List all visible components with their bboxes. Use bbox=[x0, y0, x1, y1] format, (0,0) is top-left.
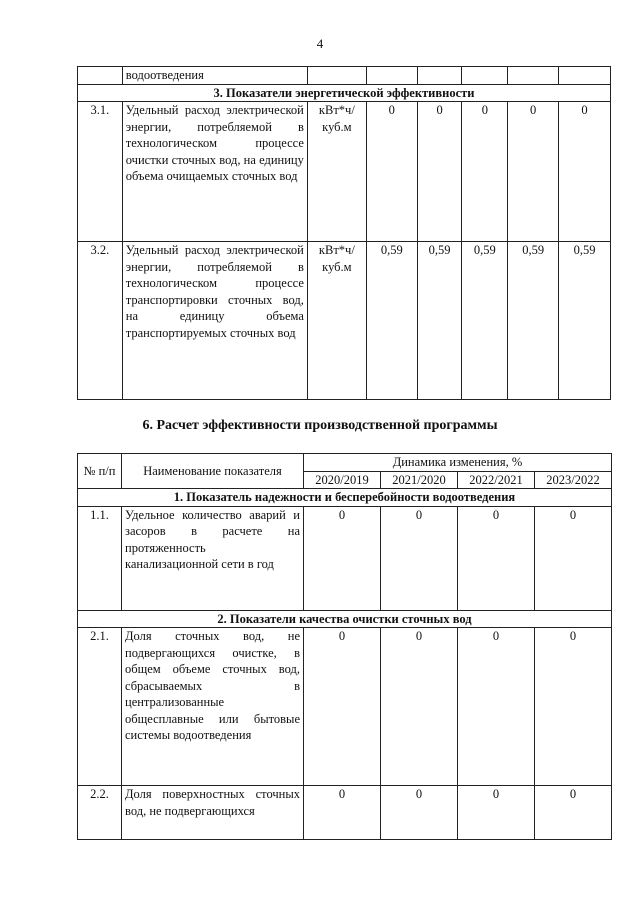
header-row bbox=[78, 454, 612, 472]
table-row bbox=[78, 506, 612, 610]
section-title: 3. Показатели энергетической эффективности bbox=[78, 84, 611, 102]
value-cell: 0 bbox=[417, 102, 462, 242]
header-num: № п/п bbox=[78, 454, 122, 489]
section-row bbox=[78, 84, 611, 102]
value-cell: 0 bbox=[559, 102, 611, 242]
row-number: 3.1. bbox=[78, 102, 123, 242]
header-year: 2022/2021 bbox=[458, 471, 535, 489]
value-cell: 0,59 bbox=[559, 242, 611, 400]
value-cell: 0 bbox=[535, 628, 612, 786]
value-cell: 0,59 bbox=[417, 242, 462, 400]
value-cell: 0 bbox=[304, 786, 381, 840]
indicator-name: Удельное количество аварий и засоров в расчете на протяженность канализационной сети в год bbox=[122, 506, 304, 610]
section-heading: 6. Расчет эффективности производственной программы bbox=[142, 418, 498, 433]
row-number: 1.1. bbox=[78, 506, 122, 610]
value-cell: 0 bbox=[535, 786, 612, 840]
section-title: 2. Показатели качества очистки сточных вод bbox=[78, 610, 612, 628]
header-year: 2021/2020 bbox=[381, 471, 458, 489]
row-number: 3.2. bbox=[78, 242, 123, 400]
value-cell: 0 bbox=[304, 628, 381, 786]
value-cell: 0 bbox=[508, 102, 559, 242]
unit-cell: кВт*ч/ куб.м bbox=[307, 102, 366, 242]
value-cell: 0,59 bbox=[462, 242, 508, 400]
header-name: Наименование показателя bbox=[122, 454, 304, 489]
value-cell: 0,59 bbox=[508, 242, 559, 400]
value-cell: 0 bbox=[381, 628, 458, 786]
value-cell: 0 bbox=[304, 506, 381, 610]
table-row bbox=[78, 786, 612, 840]
header-year: 2023/2022 bbox=[535, 471, 612, 489]
value-cell: 0 bbox=[366, 102, 417, 242]
header-year: 2020/2019 bbox=[304, 471, 381, 489]
row-number: 2.1. bbox=[78, 628, 122, 786]
section-row bbox=[78, 489, 612, 507]
indicator-name: Доля поверхностных сточных вод, не подвергающихся bbox=[122, 786, 304, 840]
table-row bbox=[78, 102, 611, 242]
value-cell: 0 bbox=[458, 786, 535, 840]
indicator-name: Доля сточных вод, не подвергающихся очистке, в общем объеме сточных вод, сбрасываемых в централизованные общесплавные или бытовые системы водоотведения bbox=[122, 628, 304, 786]
continuation-cell: водоотведения bbox=[122, 67, 307, 85]
page-number: 4 bbox=[316, 36, 324, 51]
unit-cell: кВт*ч/ куб.м bbox=[307, 242, 366, 400]
value-cell: 0 bbox=[462, 102, 508, 242]
value-cell: 0 bbox=[381, 506, 458, 610]
value-cell: 0 bbox=[535, 506, 612, 610]
header-dynamics: Динамика изменения, % bbox=[304, 454, 612, 472]
row-number: 2.2. bbox=[78, 786, 122, 840]
program-efficiency-table bbox=[77, 453, 612, 840]
table-row bbox=[78, 67, 611, 85]
value-cell: 0,59 bbox=[366, 242, 417, 400]
indicator-name: Удельный расход электрической энергии, потребляемой в технологическом процессе очистки сточных вод, на единицу объема очищаемых сточных вод bbox=[122, 102, 307, 242]
value-cell: 0 bbox=[458, 506, 535, 610]
value-cell: 0 bbox=[381, 786, 458, 840]
table-row bbox=[78, 628, 612, 786]
section-row bbox=[78, 610, 612, 628]
indicator-name: Удельный расход электрической энергии, потребляемой в технологическом процессе транспортировки сточных вод, на единицу объема транспортируемых сточных вод bbox=[122, 242, 307, 400]
energy-efficiency-table bbox=[77, 66, 611, 400]
value-cell: 0 bbox=[458, 628, 535, 786]
section-title: 1. Показатель надежности и бесперебойности водоотведения bbox=[78, 489, 612, 507]
table-row bbox=[78, 242, 611, 400]
